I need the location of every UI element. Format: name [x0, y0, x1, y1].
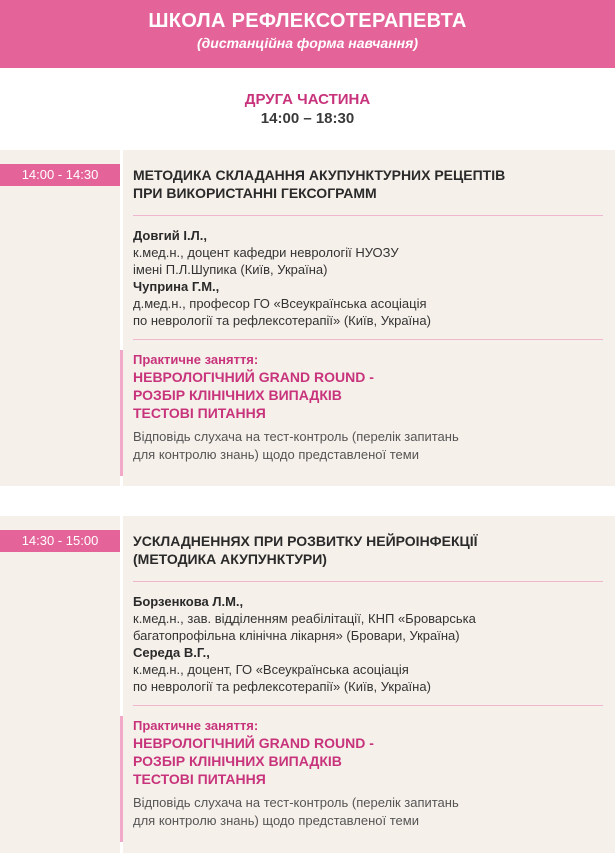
practice-accent-bar — [120, 716, 123, 842]
part-heading — [0, 90, 615, 128]
session-content — [133, 532, 603, 830]
practice-description — [133, 794, 603, 830]
session-title-line: МЕТОДИКА СКЛАДАННЯ АКУПУНКТУРНИХ РЕЦЕПТІВ — [133, 167, 506, 183]
practice-description-line: для контролю знань) щодо представленої теми — [133, 447, 419, 462]
practice-title-line: РОЗБІР КЛІНІЧНИХ ВИПАДКІВ — [133, 387, 342, 403]
session-title-line: ПРИ ВИКОРИСТАННІ ГЕКСОГРАММ — [133, 185, 377, 201]
practice-description-line: Відповідь слухача на тест-контроль (перелік запитань — [133, 429, 459, 444]
session-title-line: УСКЛАДНЕННЯХ ПРИ РОЗВИТКУ НЕЙРОІНФЕКЦІЇ — [133, 533, 478, 549]
practice-title-line: ТЕСТОВІ ПИТАННЯ — [133, 771, 266, 787]
session-time-badge: 14:00 - 14:30 — [0, 164, 120, 186]
speaker-info: імені П.Л.Шупика (Київ, Україна) — [133, 262, 328, 277]
speaker-name: Чуприна Г.М., — [133, 279, 220, 294]
practice-description — [133, 428, 603, 464]
speaker-info: д.мед.н., професор ГО «Всеукраїнська асоціація — [133, 296, 427, 311]
section-separator — [133, 215, 603, 216]
speaker-info: багатопрофільна клінічна лікарня» (Бровари, Україна) — [133, 628, 460, 643]
speaker — [133, 278, 603, 329]
session-title-line: (МЕТОДИКА АКУПУНКТУРИ) — [133, 551, 327, 567]
speaker-name: Середа В.Г., — [133, 645, 210, 660]
speaker-info: по неврології та рефлексотерапії» (Київ, Україна) — [133, 313, 431, 328]
part-time: 14:00 – 18:30 — [260, 110, 355, 127]
speaker-name: Довгий І.Л., — [133, 228, 207, 243]
practice-label: Практичне заняття: — [133, 352, 259, 367]
practice-label: Практичне заняття: — [133, 718, 259, 733]
session-title — [133, 166, 603, 202]
page-header — [0, 0, 615, 68]
speaker-info: к.мед.н., зав. відділенням реабілітації, КНП «Броварська — [133, 611, 476, 626]
section-separator — [133, 339, 603, 340]
session-title — [133, 532, 603, 568]
speaker-name: Борзенкова Л.М., — [133, 594, 244, 609]
page-subtitle: (дистанційна форма навчання) — [196, 35, 419, 51]
session-time-badge: 14:30 - 15:00 — [0, 530, 120, 552]
session-block-1 — [0, 150, 615, 486]
section-separator — [133, 705, 603, 706]
part-title: ДРУГА ЧАСТИНА — [244, 91, 371, 108]
speaker-info: по неврології та рефлексотерапії» (Київ, Україна) — [133, 679, 431, 694]
practice-description-line: для контролю знань) щодо представленої теми — [133, 813, 419, 828]
practice-accent-bar — [120, 350, 123, 476]
section-separator — [133, 581, 603, 582]
speaker — [133, 644, 603, 695]
practice-description-line: Відповідь слухача на тест-контроль (перелік запитань — [133, 795, 459, 810]
speaker-info: к.мед.н., доцент кафедри неврології НУОЗУ — [133, 245, 399, 260]
speaker — [133, 593, 603, 644]
practice-title-line: РОЗБІР КЛІНІЧНИХ ВИПАДКІВ — [133, 753, 342, 769]
session-content — [133, 166, 603, 464]
practice-title-line: ТЕСТОВІ ПИТАННЯ — [133, 405, 266, 421]
practice-title-line: НЕВРОЛОГІЧНИЙ GRAND ROUND - — [133, 735, 374, 751]
speaker — [133, 227, 603, 278]
practice-title-line: НЕВРОЛОГІЧНИЙ GRAND ROUND - — [133, 369, 374, 385]
page-title: ШКОЛА РЕФЛЕКСОТЕРАПЕВТА — [148, 10, 467, 32]
session-block-2 — [0, 516, 615, 853]
speaker-info: к.мед.н., доцент, ГО «Всеукраїнська асоціація — [133, 662, 409, 677]
